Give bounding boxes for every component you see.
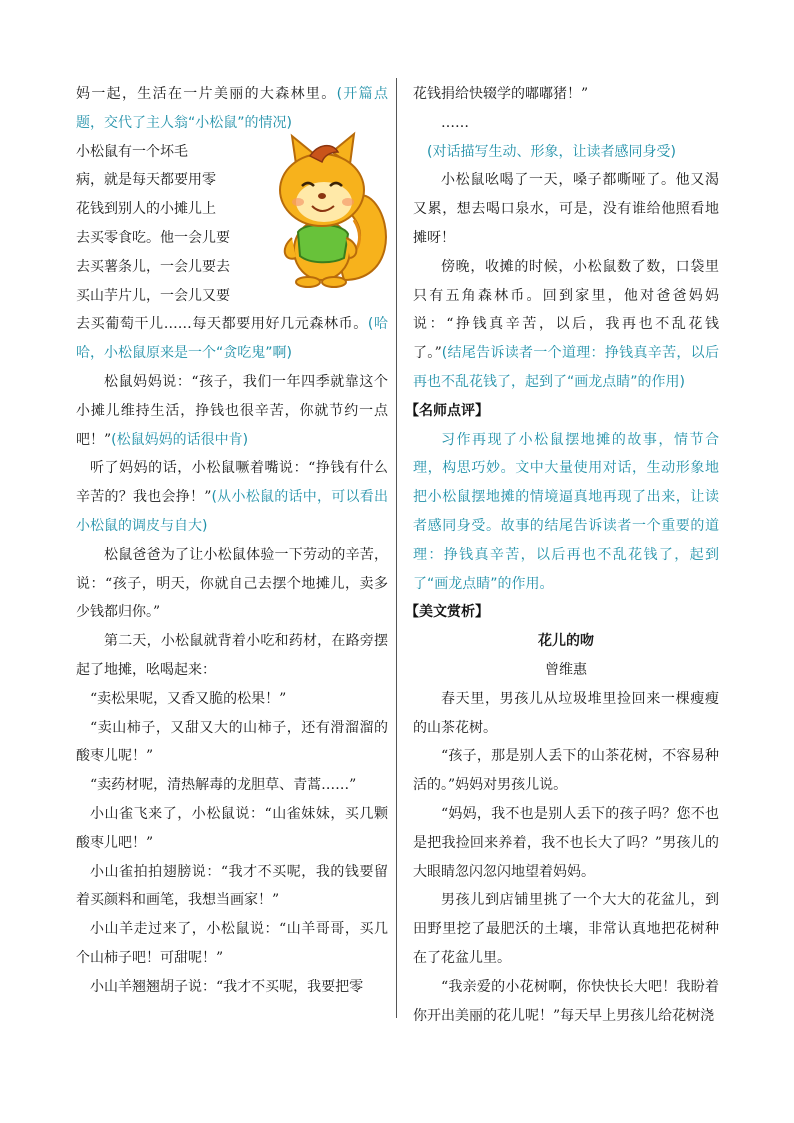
column-divider [396,78,397,1018]
paragraph: 小山羊翘翘胡子说：“我才不买呢，我要把零 [90,978,364,995]
paragraph: 小山雀拍拍翅膀说：“我才不买呢，我的钱要留着买颜料和画笔，我想当画家！” [76,863,388,909]
right-column [405,80,719,1030]
left-column [76,80,388,1002]
paragraph: “卖松果呢，又香又脆的松果！” [90,690,287,707]
paragraph: “卖山柿子，又甜又大的山柿子，还有滑溜溜的酸枣儿呢！” [76,719,388,765]
line: 花钱到别人的小摊儿上 [76,201,216,218]
paragraph: …… [441,114,469,131]
paragraph [76,368,388,454]
paragraph [76,454,388,540]
body-text: 妈一起，生活在一片美丽的大森林里。 [76,86,337,102]
annotation: (从小松鼠的话中，可以看出小松鼠的调皮与自大) [76,489,388,534]
annotation: (结尾告诉读者一个道理：挣钱真辛苦，以后再也不乱花钱了，起到了“画龙点睛”的作用) [413,345,719,390]
article-author: 曾维惠 [545,661,587,678]
section-heading-review: 【名师点评】 [405,402,489,419]
wrapped-text [76,138,234,282]
body-text: 松鼠妈妈说：“孩子，我们一年四季就靠这个小摊儿维持生活，挣钱也很辛苦，你就节约一点吧！” [76,373,388,448]
body-text: 听了妈妈的话，小松鼠噘着嘴说：“挣钱有什么辛苦的？我也会挣！” [76,460,388,506]
annotation: (松鼠妈妈的话很中肯) [111,431,249,448]
paragraph: “我亲爱的小花树啊，你快快长大吧！我盼着你开出美丽的花儿呢！”每天早上男孩儿给花树浇 [413,978,719,1024]
squirrel-block [76,138,388,282]
annotation: (哈哈，小松鼠原来是一个“贪吃鬼”啊) [76,316,388,362]
annotation: (对话描写生动、形象，让读者感同身受) [427,143,676,160]
teacher-review: 习作再现了小松鼠摆地摊的故事，情节合理，构思巧妙。文中大量使用对话，生动形象地把小松鼠摆地摊的情境逼真地再现了出来，让读者感同身受。故事的结尾告诉读者一个重要的道理：挣钱真辛苦，以后再也不乱花钱了，起到了“画龙点睛”的作用。 [413,431,719,592]
paragraph [413,253,719,397]
paragraph: “孩子，那是别人丢下的山茶花树，不容易种活的。”妈妈对男孩儿说。 [413,748,719,794]
paragraph: “妈妈，我不也是别人丢下的孩子吗？您不也是把我捡回来养着，我不也长大了吗？”男孩儿的大眼睛忽闪忽闪地望着妈妈。 [413,805,719,880]
line: 买山芋片儿，一会儿又要 [76,287,230,304]
line: 去买薯条儿，一会儿要去 [76,258,230,275]
paragraph: “卖药材呢，清热解毒的龙胆草、青蒿……” [90,777,357,794]
line: 去买零食吃。他一会儿要 [76,229,230,246]
section-heading-appreciation: 【美文赏析】 [405,604,489,621]
body-text: 傍晚，收摊的时候，小松鼠数了数，口袋里只有五角森林币。回到家里，他对爸爸妈妈说：“挣钱真辛苦，以后，我再也不乱花钱了。” [413,258,719,362]
article-title: 花儿的吻 [538,633,594,650]
paragraph: 花钱捐给快辍学的嘟嘟猪！” [413,86,589,102]
squirrel-illustration [262,130,394,290]
line: 病，就是每天都要用零 [76,172,216,189]
paragraph: 小山羊走过来了，小松鼠说：“山羊哥哥，买几个山柿子吧！可甜呢！” [76,921,388,966]
paragraph: 第二天，小松鼠就背着小吃和药材，在路旁摆起了地摊，吆喝起来： [76,633,388,678]
paragraph: 松鼠爸爸为了让小松鼠体验一下劳动的辛苦，说：“孩子，明天，你就自己去摆个地摊儿，卖多少钱都归你。” [76,546,388,621]
paragraph [76,310,388,368]
paragraph: 春天里，男孩儿从垃圾堆里捡回来一棵瘦瘦的山茶花树。 [413,690,719,736]
paragraph: 小山雀飞来了，小松鼠说：“山雀妹妹，买几颗酸枣儿吧！” [76,805,388,851]
paragraph: 小松鼠吆喝了一天，嗓子都嘶哑了。他又渴又累，想去喝口泉水，可是，没有谁给他照看地摊呀！ [413,172,719,246]
line: 小松鼠有一个坏毛 [76,143,188,160]
body-text: 去买葡萄干儿……每天都要用好几元森林币。 [76,316,368,333]
annotation: (开篇点题，交代了主人翁“小松鼠”的情况) [76,86,389,131]
paragraph: 男孩儿到店铺里挑了一个大大的花盆儿，到田野里挖了最肥沃的土壤，非常认真地把花树种在了花盆儿里。 [413,892,719,966]
